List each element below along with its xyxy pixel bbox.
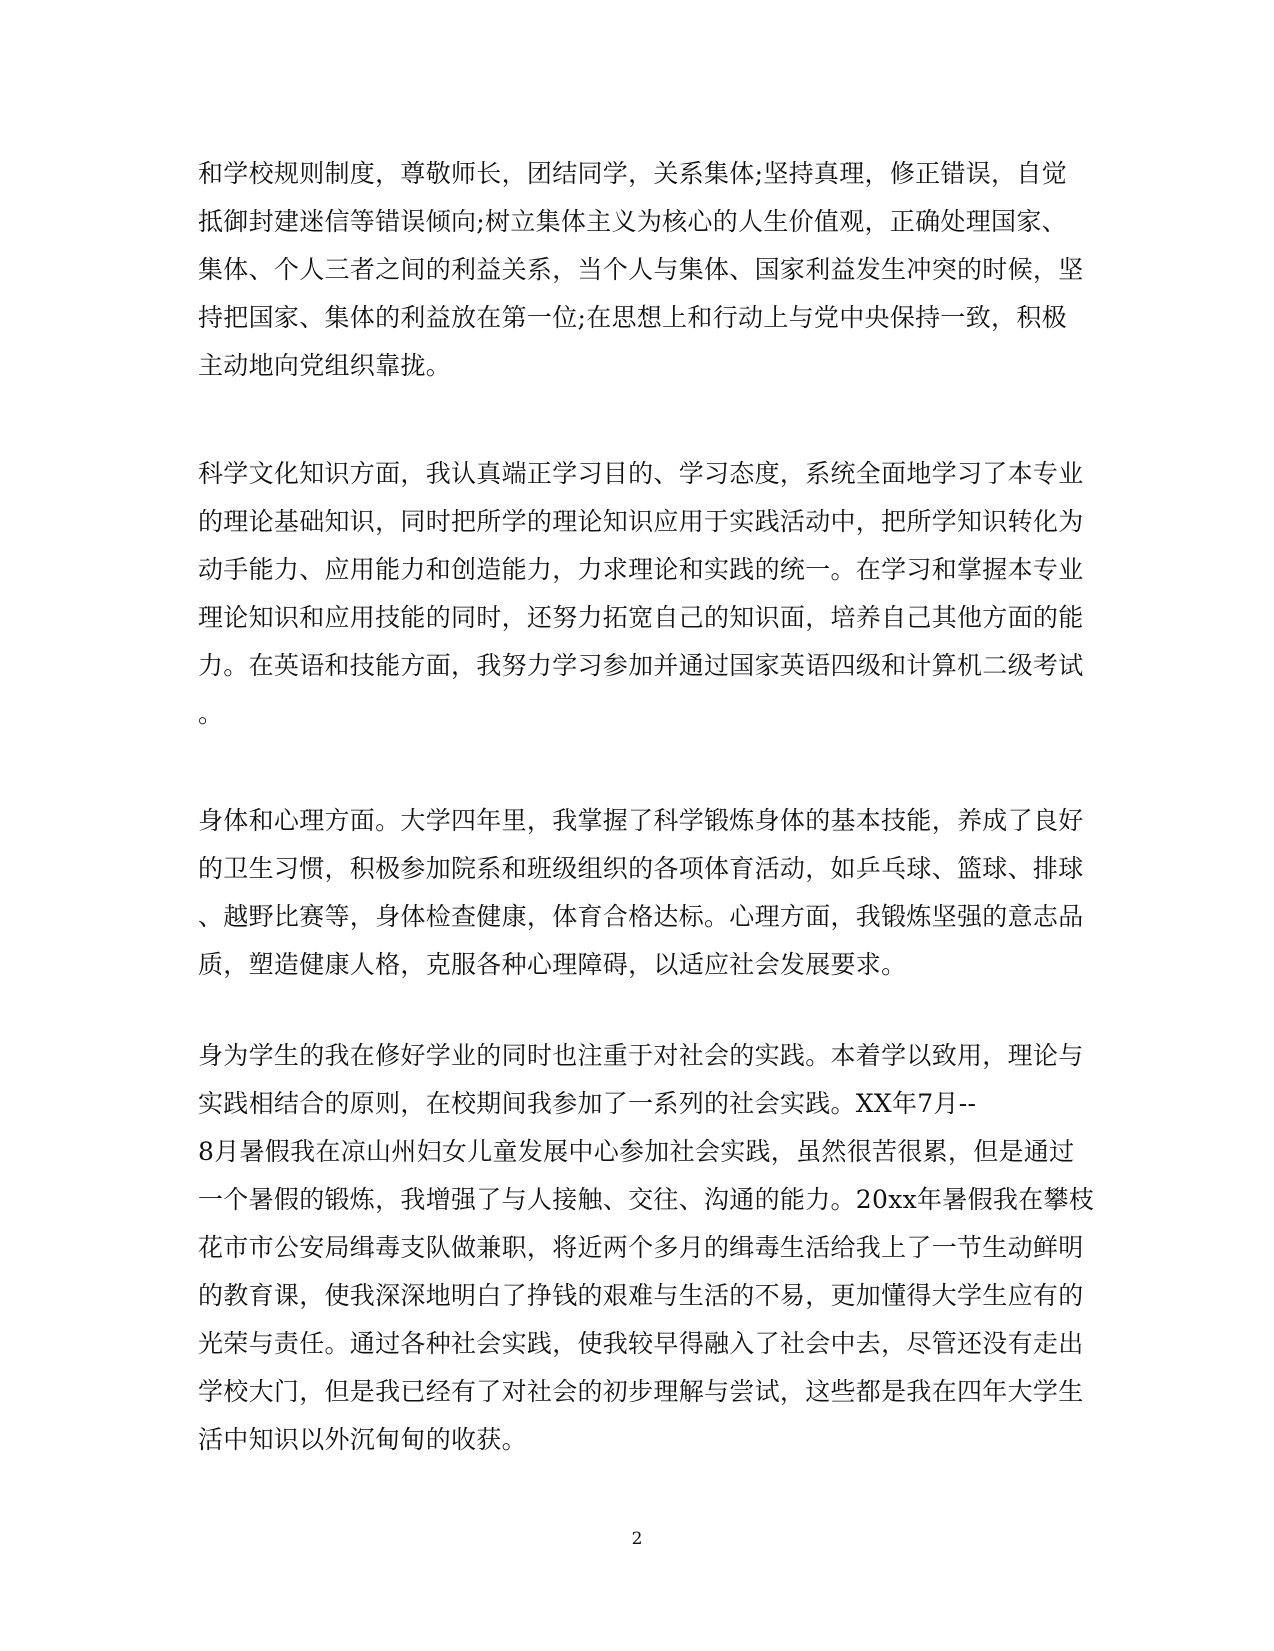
text-line: 的理论基础知识，同时把所学的理论知识应用于实践活动中，把所学知识转化为 bbox=[198, 507, 1084, 536]
text-line: 持把国家、集体的利益放在第一位;在思想上和行动上与党中央保持一致，积极 bbox=[198, 303, 1067, 332]
text-line: 力。在英语和技能方面，我努力学习参加并通过国家英语四级和计算机二级考试 bbox=[198, 651, 1084, 680]
text-line: 理论知识和应用技能的同时，还努力拓宽自己的知识面，培养自己其他方面的能 bbox=[198, 603, 1084, 632]
text-line: 、越野比赛等，身体检查健康，体育合格达标。心理方面，我锻炼坚强的意志品 bbox=[198, 902, 1084, 931]
text-line: 和学校规则制度，尊敬师长，团结同学，关系集体;坚持真理，修正错误，自觉 bbox=[198, 159, 1067, 188]
paragraph-health bbox=[198, 797, 1084, 989]
text-line: 动手能力、应用能力和创造能力，力求理论和实践的统一。在学习和掌握本专业 bbox=[198, 555, 1084, 584]
text-line: 实践相结合的原则，在校期间我参加了一系列的社会实践。XX年7月-- bbox=[198, 1089, 977, 1118]
text-line: 花市市公安局缉毒支队做兼职，将近两个多月的缉毒生活给我上了一节生动鲜明 bbox=[198, 1233, 1084, 1262]
text-line: 。 bbox=[198, 699, 224, 728]
text-line: 一个暑假的锻炼，我增强了与人接触、交往、沟通的能力。20xx年暑假我在攀枝 bbox=[198, 1185, 1095, 1214]
text-line: 身为学生的我在修好学业的同时也注重于对社会的实践。本着学以致用，理论与 bbox=[198, 1041, 1084, 1070]
paragraph-ideology bbox=[198, 150, 1084, 390]
paragraph-practice bbox=[198, 1032, 1095, 1464]
text-line: 的教育课，使我深深地明白了挣钱的艰难与生活的不易，更加懂得大学生应有的 bbox=[198, 1281, 1084, 1310]
text-line: 的卫生习惯，积极参加院系和班级组织的各项体育活动，如乒乓球、篮球、排球 bbox=[198, 854, 1084, 883]
text-line: 8月暑假我在凉山州妇女儿童发展中心参加社会实践，虽然很苦很累，但是通过 bbox=[198, 1137, 1075, 1166]
text-line: 光荣与责任。通过各种社会实践，使我较早得融入了社会中去，尽管还没有走出 bbox=[198, 1329, 1084, 1358]
text-line: 活中知识以外沉甸甸的收获。 bbox=[198, 1425, 527, 1454]
paragraph-knowledge bbox=[198, 450, 1084, 738]
text-line: 抵御封建迷信等错误倾向;树立集体主义为核心的人生价值观，正确处理国家、 bbox=[198, 207, 1067, 236]
text-line: 集体、个人三者之间的利益关系，当个人与集体、国家利益发生冲突的时候，坚 bbox=[198, 255, 1084, 284]
text-line: 主动地向党组织靠拢。 bbox=[198, 351, 452, 380]
text-line: 科学文化知识方面，我认真端正学习目的、学习态度，系统全面地学习了本专业 bbox=[198, 459, 1084, 488]
text-line: 质，塑造健康人格，克服各种心理障碍，以适应社会发展要求。 bbox=[198, 950, 907, 979]
text-line: 学校大门，但是我已经有了对社会的初步理解与尝试，这些都是我在四年大学生 bbox=[198, 1377, 1084, 1406]
page-number: 2 bbox=[631, 1529, 643, 1549]
text-line: 身体和心理方面。大学四年里，我掌握了科学锻炼身体的基本技能，养成了良好 bbox=[198, 806, 1084, 835]
